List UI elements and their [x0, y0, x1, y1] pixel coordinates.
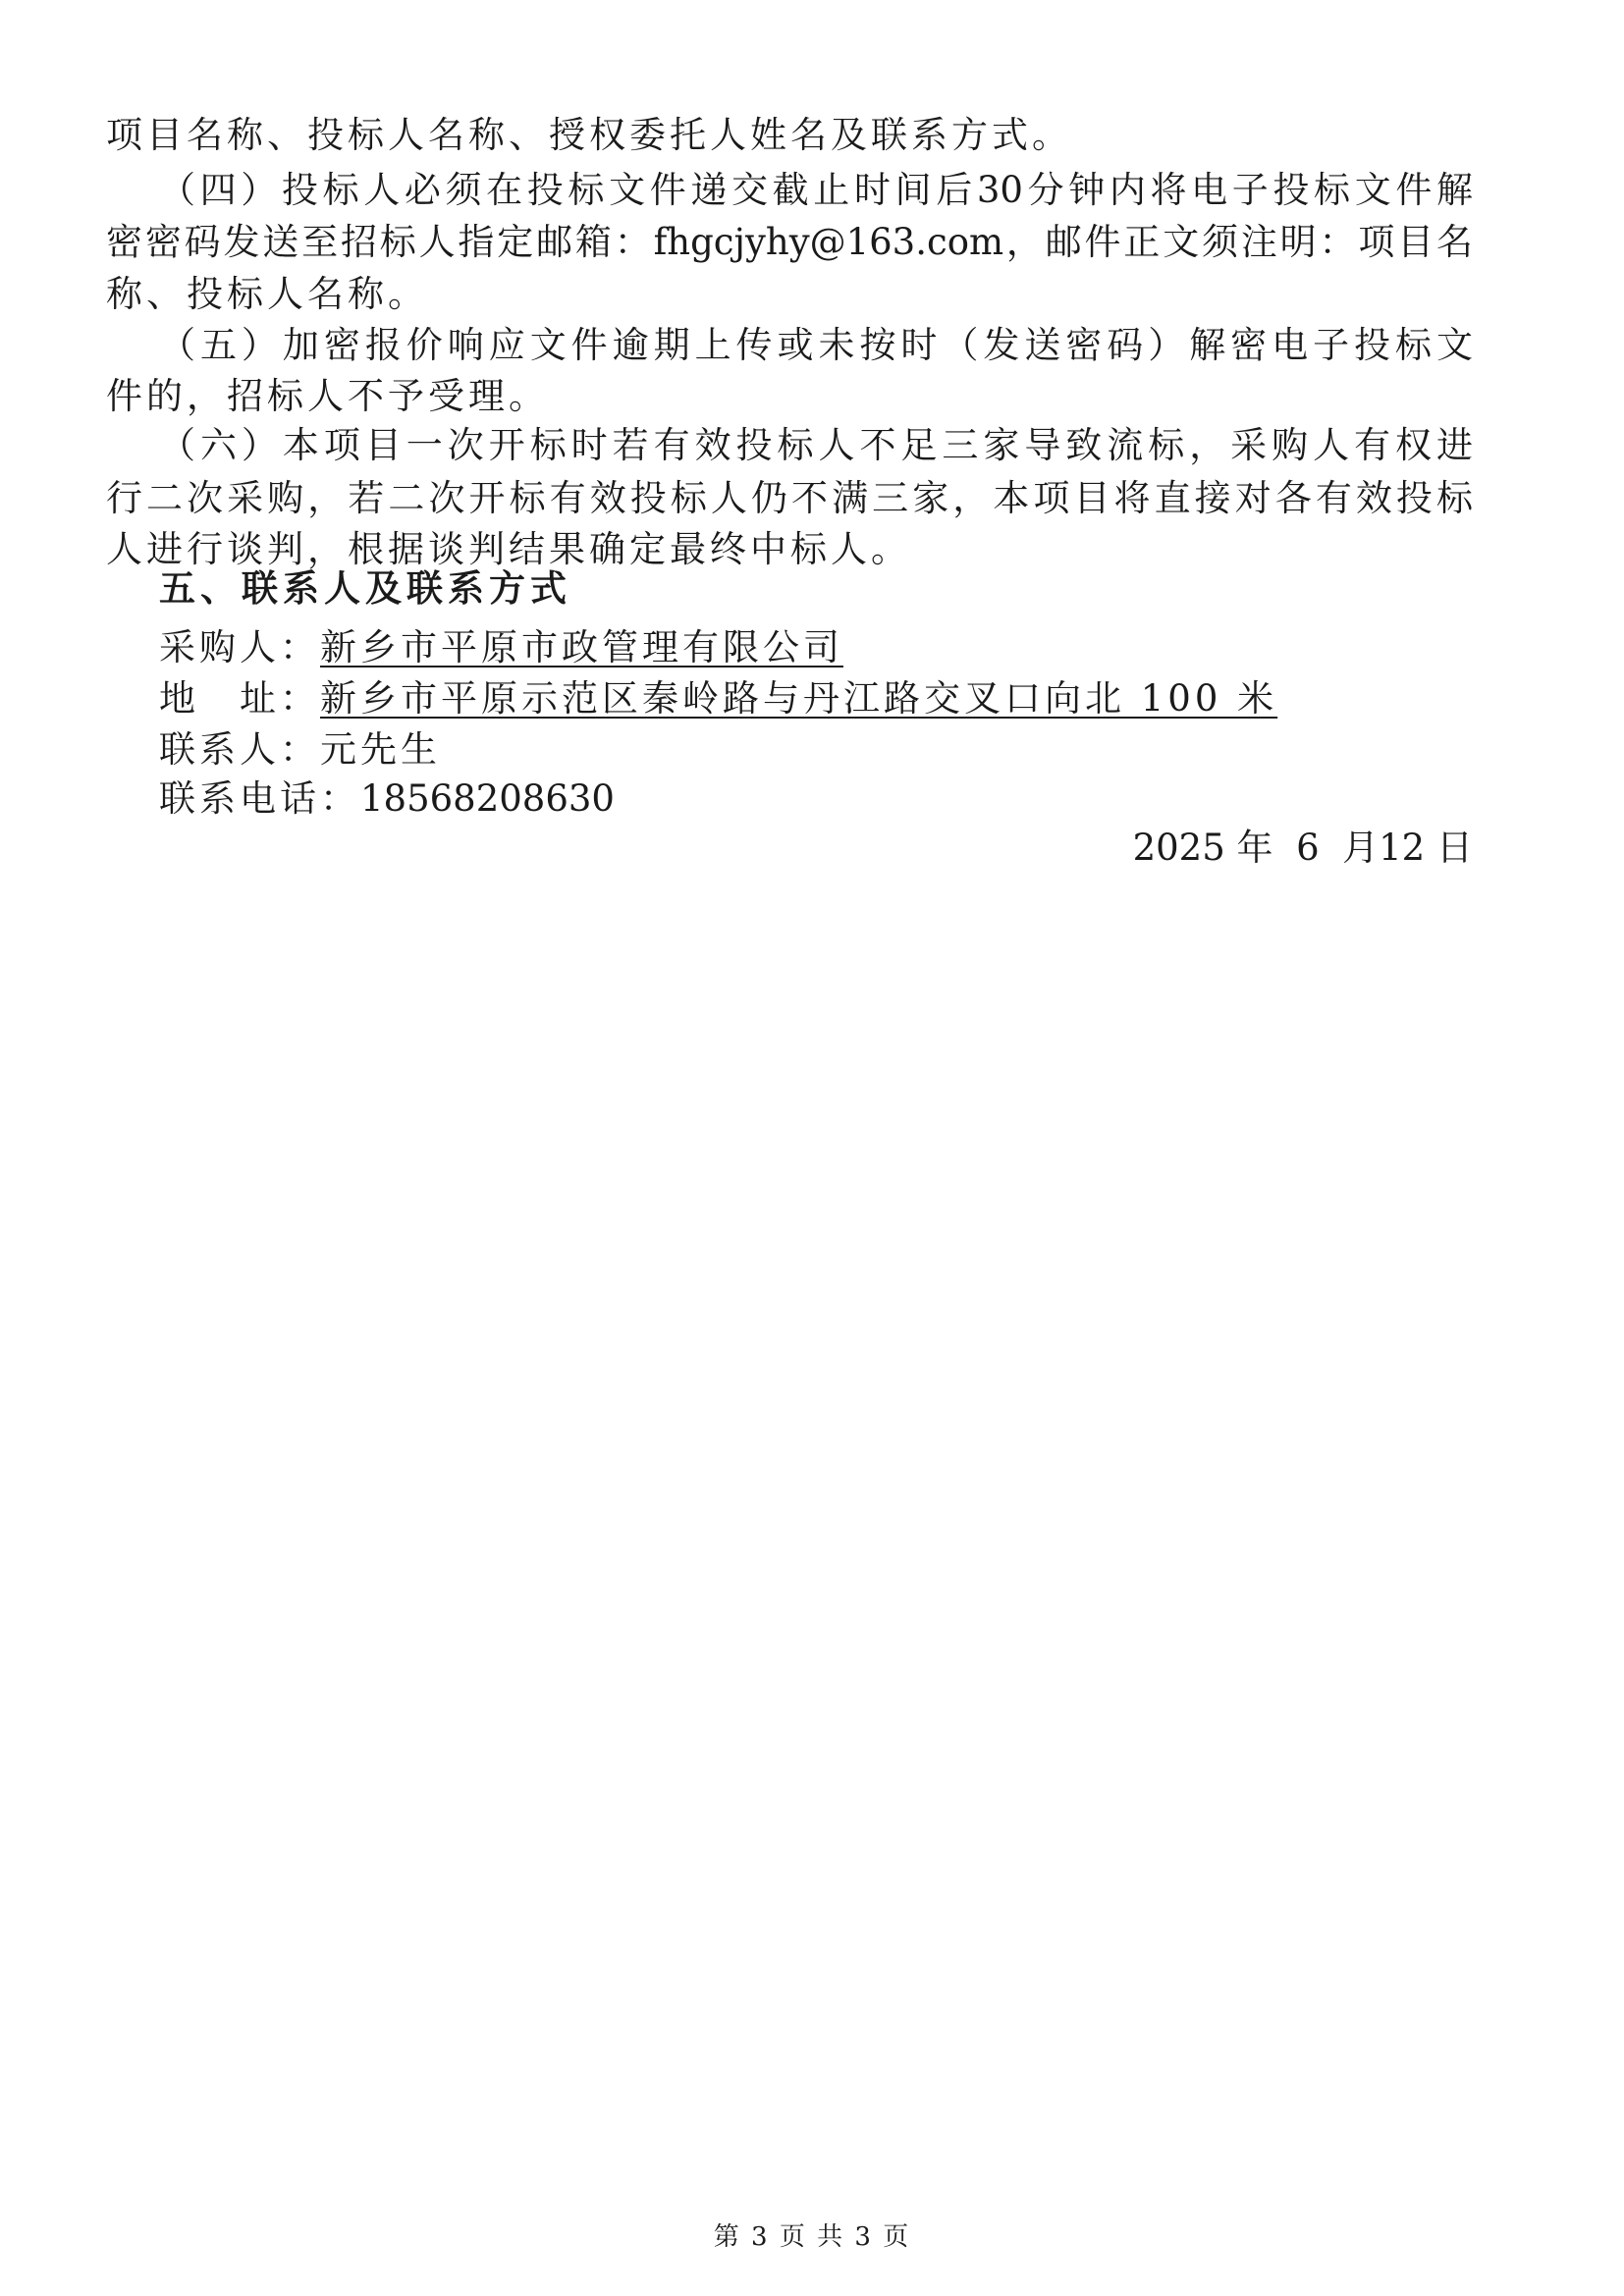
purchaser-label: 采购人：	[159, 626, 320, 668]
paragraph-5-line-2: 件的，招标人不予受理。	[106, 375, 549, 417]
contact-person-row	[159, 724, 441, 775]
purchaser-row	[159, 622, 843, 673]
date-day-unit: 日	[1436, 827, 1473, 869]
paragraph-6-line-3: 人进行谈判，根据谈判结果确定最终中标人。	[106, 528, 911, 570]
paragraph-5-line-1: （五）加密报价响应文件逾期上传或未按时（发送密码）解密电子投标文	[159, 324, 1473, 366]
address-row	[159, 673, 1277, 724]
date-day: 12	[1379, 827, 1426, 869]
contact-person-value: 元先生	[320, 728, 441, 771]
paragraph-6-line-2: 行二次采购，若二次开标有效投标人仍不满三家，本项目将直接对各有效投标	[106, 477, 1473, 519]
page-footer: 第 3 页 共 3 页	[713, 2222, 911, 2252]
section-5-heading: 五、联系人及联系方式	[159, 567, 571, 610]
date-month: 6	[1296, 827, 1320, 869]
date-year: 2025	[1132, 827, 1225, 869]
paragraph-4-line-3: 称、投标人名称。	[106, 273, 428, 315]
date-month-unit: 月	[1342, 827, 1380, 869]
paragraph-6-line-1: （六）本项目一次开标时若有效投标人不足三家导致流标，采购人有权进	[159, 424, 1473, 466]
address-value: 新乡市平原示范区秦岭路与丹江路交叉口向北 100 米	[320, 677, 1278, 720]
address-label: 地 址：	[159, 677, 320, 720]
body-line-1: 项目名称、投标人名称、授权委托人姓名及联系方式。	[106, 114, 1072, 156]
paragraph-4-line-1: （四）投标人必须在投标文件递交截止时间后30分钟内将电子投标文件解	[159, 169, 1473, 211]
document-date	[1133, 823, 1473, 874]
phone-value: 18568208630	[360, 777, 615, 820]
date-year-unit: 年	[1236, 827, 1273, 869]
purchaser-value: 新乡市平原市政管理有限公司	[320, 626, 843, 668]
paragraph-4-line-2: 密密码发送至招标人指定邮箱：fhgcjyhy@163.com，邮件正文须注明：项目名	[106, 221, 1473, 263]
contact-person-label: 联系人：	[159, 728, 320, 771]
phone-row	[159, 774, 615, 825]
phone-label: 联系电话：	[159, 777, 360, 820]
